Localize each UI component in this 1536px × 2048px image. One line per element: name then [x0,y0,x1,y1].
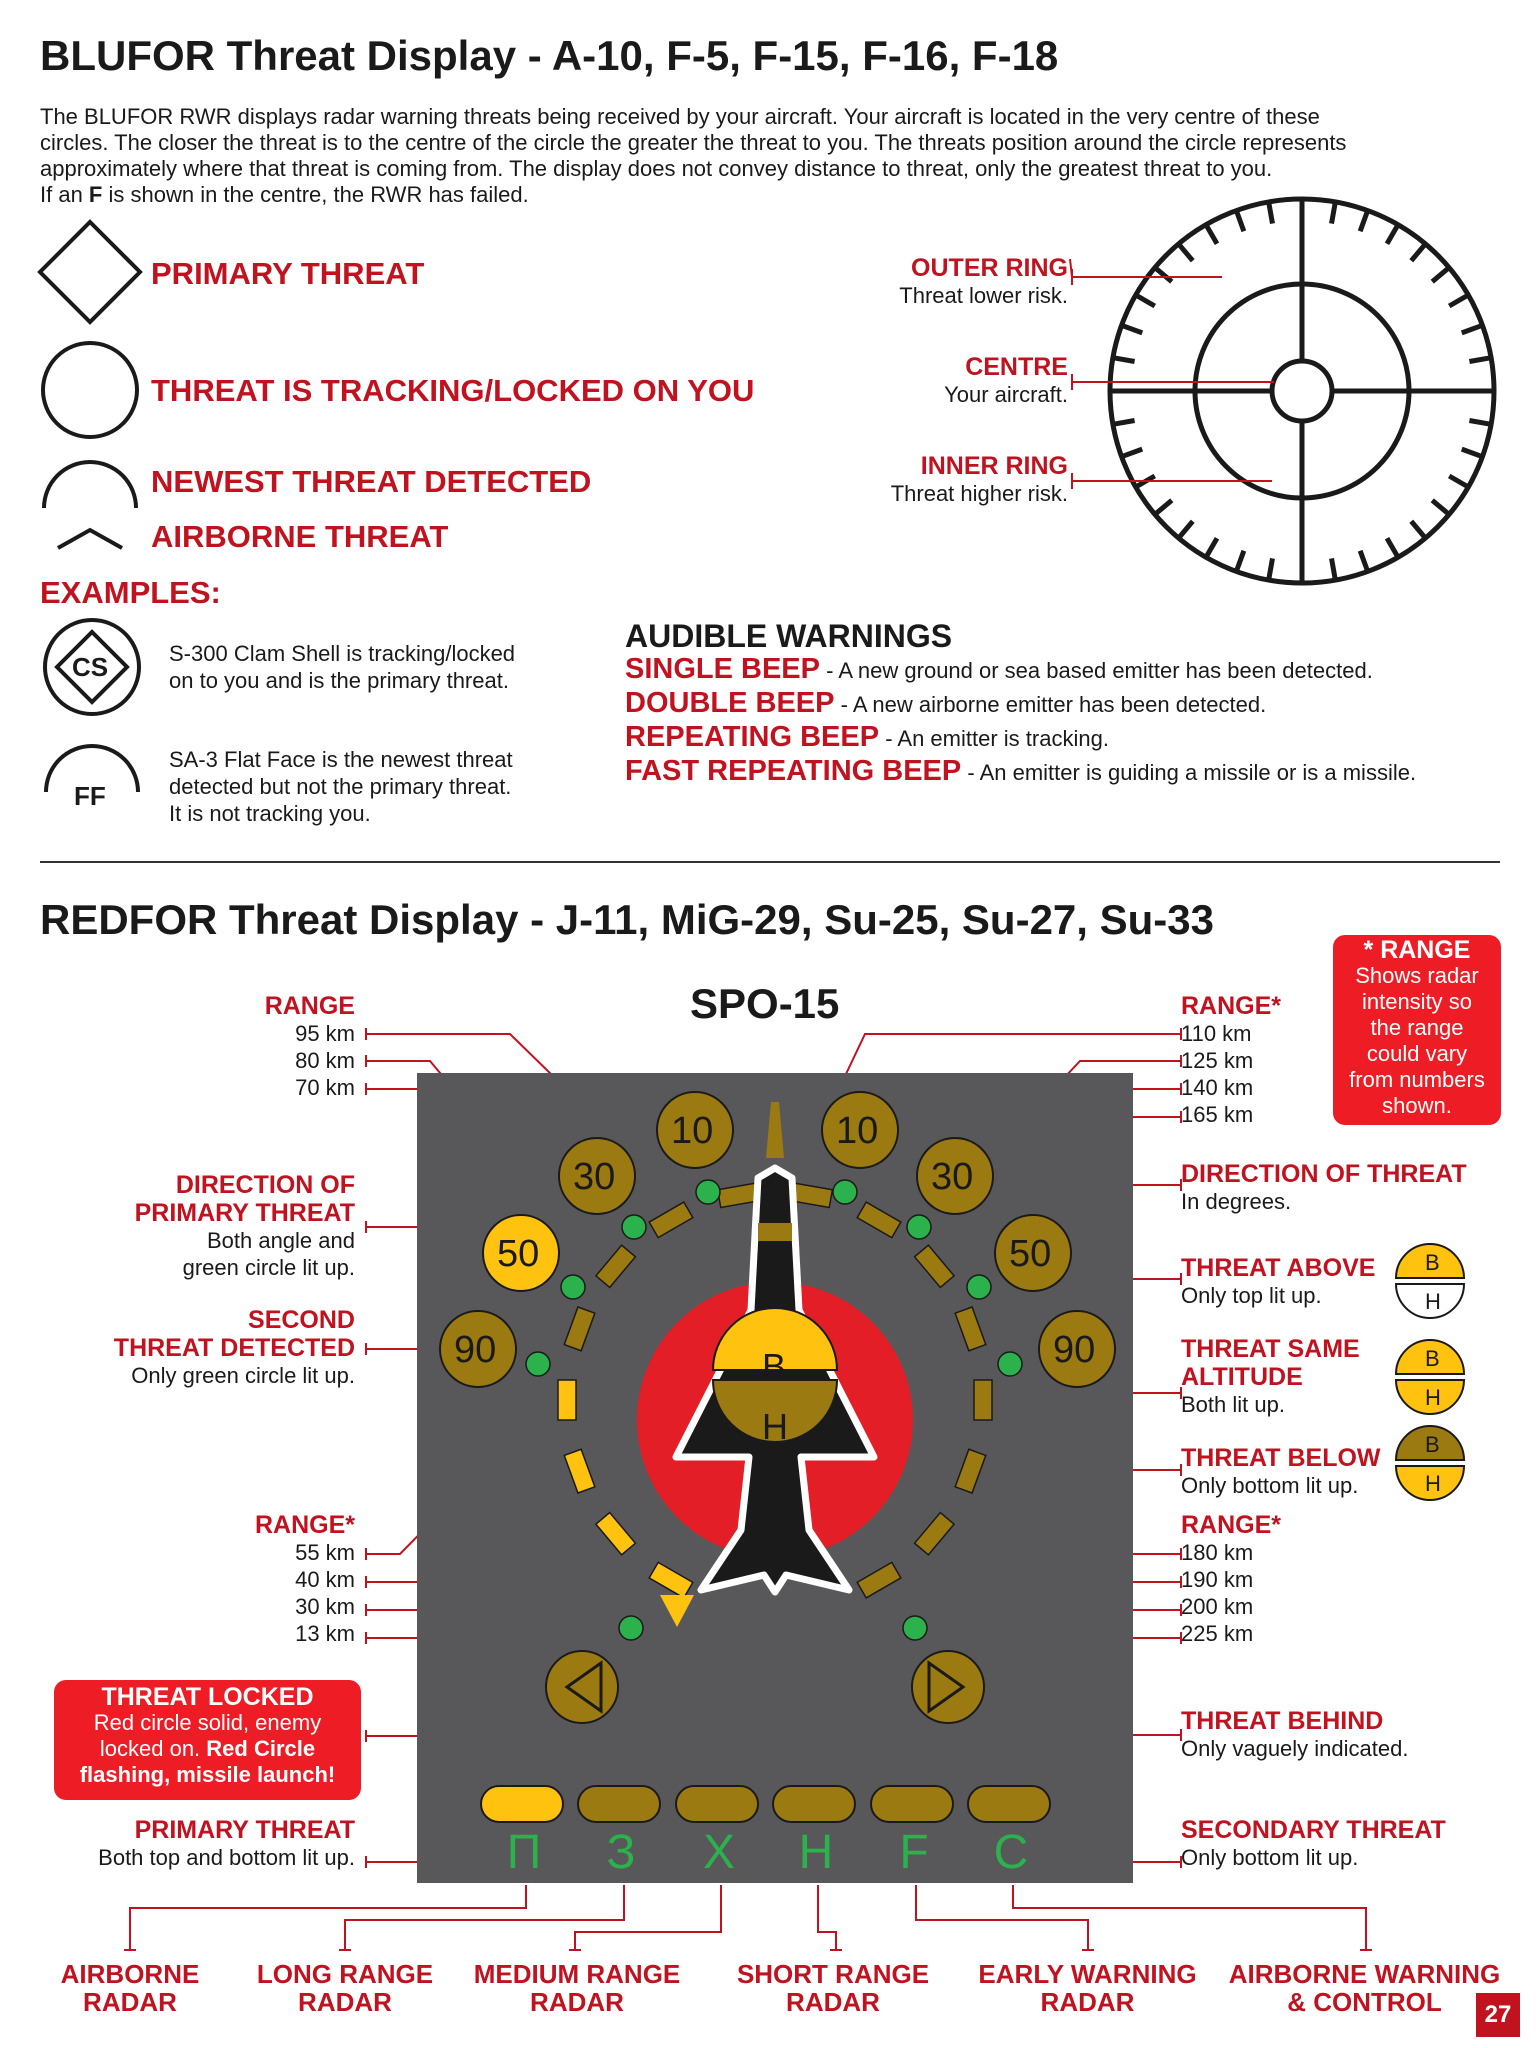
locked-line: flashing, missile launch! [79,1762,336,1787]
locked-line: Red circle solid, enemy [93,1710,322,1735]
threat-behind-label [1181,1707,1408,1762]
threat-same-label [1181,1335,1360,1418]
redfor-title: REDFOR Threat Display - J-11, MiG-29, Su-25, Su-27, Su-33 [40,896,1214,943]
range-value: 110 km [1181,1021,1252,1046]
radar-type-bar [968,1786,1050,1822]
range-value: 40 km [295,1567,355,1592]
range-left-bottom [200,1511,355,1647]
label-desc: green circle lit up. [182,1255,355,1280]
radar-type-bar [871,1786,953,1822]
label-desc: Both lit up. [1181,1392,1285,1417]
direction-dot-light [998,1352,1022,1376]
range-left-top [200,992,355,1101]
leader-line [1013,1885,1366,1950]
inner-ring-title: INNER RING [920,452,1068,480]
range-value: 225 km [1181,1621,1254,1646]
range-title: RANGE* [254,1511,355,1539]
label-title: DIRECTION OF THREAT [1181,1160,1467,1188]
radar-type-line: RADAR [786,1987,880,2017]
example-line: SA-3 Flat Face is the newest threat [169,747,513,772]
locked-bold: Red Circle [206,1736,316,1761]
legend-newest: NEWEST THREAT DETECTED [151,464,592,499]
range-note-title: * RANGE [1363,936,1471,964]
radar-type-letter: П [506,1826,542,1879]
intro-line: approximately where that threat is coming from. The display does not convey distance to threat, only the greatest threat to you. [40,156,1273,181]
direction-dot-light [561,1275,585,1299]
label-desc: In degrees. [1181,1189,1292,1214]
label-title: DIRECTION OF [175,1171,355,1199]
radar-type-letter: X [702,1826,735,1879]
radar-type-line: EARLY WARNING [978,1959,1197,1989]
radar-type-line: LONG RANGE [256,1959,434,1989]
example1-symbol: CS [72,652,109,682]
range-value: 70 km [295,1075,355,1100]
radar-type-label [40,1960,220,2016]
radar-type-label [240,1960,450,2016]
centre-title: CENTRE [965,353,1068,381]
leader-line [345,1885,624,1950]
centre-desc: Your aircraft. [944,382,1068,407]
angle-10-left-label: 10 [671,1110,714,1152]
label-title: SECONDARY THREAT [1181,1816,1446,1844]
range-value: 80 km [295,1048,355,1073]
direction-dot-light [967,1275,991,1299]
radar-type-letters [481,1825,1061,1881]
inner-ring-desc: Threat higher risk. [890,481,1068,506]
radar-type-label [718,1960,948,2016]
angle-30-right-label: 30 [931,1156,974,1198]
label-desc: Only vaguely indicated. [1181,1736,1409,1761]
label-desc: Only bottom lit up. [1181,1473,1359,1498]
secondary-threat-label [1181,1816,1446,1871]
range-right-top [1181,992,1281,1128]
range-value: 165 km [1181,1102,1254,1127]
angle-50-right-label: 50 [1009,1233,1052,1275]
label-title: SECOND [248,1306,355,1334]
dir-threat-label [1181,1160,1467,1215]
label-desc: Only top lit up. [1181,1283,1322,1308]
range-value: 95 km [295,1021,355,1046]
audible-key: DOUBLE BEEP [625,687,835,719]
direction-dot-light [622,1215,646,1239]
behind-left-light [546,1651,618,1723]
legend-primary: PRIMARY THREAT [151,256,425,291]
audible-title: AUDIBLE WARNINGS [625,618,953,654]
example-line: on to you and is the primary threat. [169,668,509,693]
label-title: ALTITUDE [1181,1363,1303,1391]
radar-type-line: RADAR [83,1987,177,2017]
threat-below-label [1181,1444,1381,1499]
angle-10-right-label: 10 [836,1110,879,1152]
radar-type-line: RADAR [1040,1987,1135,2017]
range-note-line: the range [1370,1015,1464,1040]
range-value: 13 km [295,1621,355,1646]
radar-type-line: SHORT RANGE [736,1959,930,1989]
audible-key: REPEATING BEEP [625,721,880,753]
blufor-title: BLUFOR Threat Display - A-10, F-5, F-15, F-16, F-18 [40,32,1059,79]
range-value: 200 km [1181,1594,1254,1619]
range-title: RANGE* [1181,992,1282,1020]
examples-title: EXAMPLES: [40,575,221,610]
threat-locked-box [54,1680,361,1800]
radar-type-line: MEDIUM RANGE [473,1959,681,1989]
radar-type-line: RADAR [298,1987,392,2017]
range-value: 55 km [295,1540,355,1565]
device-title: SPO-15 [690,980,840,1027]
label-desc: Only green circle lit up. [131,1363,355,1388]
direction-dot-light [526,1352,550,1376]
label-title: THREAT SAME [1181,1335,1360,1363]
second-threat-label [80,1306,355,1389]
page-number: 27 [1476,1993,1520,2037]
range-note-line: intensity so [1361,989,1473,1014]
label-title: PRIMARY THREAT [134,1199,355,1227]
above-letter: B [762,1346,787,1387]
primary-threat-label [40,1816,355,1871]
range-value: 190 km [1181,1567,1254,1592]
direction-dot-light [903,1616,927,1640]
label-desc: Both top and bottom lit up. [98,1845,355,1870]
label-title: PRIMARY THREAT [134,1816,355,1844]
radar-type-label [1222,1960,1507,2016]
range-note-line: could vary [1366,1041,1468,1066]
range-right-bottom [1181,1511,1281,1647]
radar-type-bar [578,1786,660,1822]
radar-type-bar [481,1786,563,1822]
example-line: S-300 Clam Shell is tracking/locked [169,641,516,666]
label-desc: Only bottom lit up. [1181,1845,1359,1870]
outer-ring-title: OUTER RING [911,254,1068,282]
angle-90-left-label: 90 [454,1329,497,1371]
radar-type-label [462,1960,692,2016]
range-title: RANGE* [1181,1511,1282,1539]
example-line: It is not tracking you. [169,801,371,826]
example-line: detected but not the primary threat. [169,774,512,799]
radar-type-bar [773,1786,855,1822]
intro-fail-pre: If an [40,182,89,207]
label-title: THREAT BEHIND [1181,1707,1384,1735]
bh-example-letter: H [1425,1385,1441,1410]
bh-example-letter: B [1425,1346,1440,1371]
range-arc-segment [558,1380,576,1420]
range-note-line: from numbers [1349,1067,1485,1092]
radar-type-letter: З [606,1826,636,1879]
direction-dot-light [833,1180,857,1204]
label-title: THREAT BELOW [1181,1444,1381,1472]
bh-example-letter: B [1425,1432,1440,1457]
direction-dot-light [619,1616,643,1640]
range-arc-segment [974,1380,992,1420]
direction-dot-light [907,1215,931,1239]
radar-type-line: AIRBORNE WARNING [1228,1959,1501,1989]
bh-example-letter: H [1425,1289,1441,1314]
audible-desc: - An emitter is tracking. [885,726,1109,751]
threat-above-label [1181,1254,1375,1309]
label-desc: Both angle and [206,1228,355,1253]
intro-fail-bold: F [88,182,103,207]
audible-key: SINGLE BEEP [625,653,820,685]
range-note-line: shown. [1382,1093,1452,1118]
range-value: 180 km [1181,1540,1254,1565]
legend-airborne: AIRBORNE THREAT [151,519,449,554]
outer-ring-desc: Threat lower risk. [899,283,1068,308]
radar-type-letter: С [993,1826,1029,1879]
leader-line [916,1885,1088,1950]
range-value: 30 km [295,1594,355,1619]
radar-type-bar [676,1786,758,1822]
audible-desc: - A new ground or sea based emitter has been detected. [826,658,1373,683]
leader-line [818,1885,836,1950]
label-title: THREAT ABOVE [1181,1254,1376,1282]
radar-type-line: & CONTROL [1287,1987,1442,2017]
radar-type-label [965,1960,1210,2016]
angle-30-left-label: 30 [573,1156,616,1198]
locked-line: locked on. [99,1736,201,1761]
behind-right-light [912,1651,984,1723]
label-title: THREAT DETECTED [113,1334,355,1362]
leader-line [575,1885,721,1950]
locked-title: THREAT LOCKED [101,1683,314,1711]
audible-desc: - A new airborne emitter has been detected. [840,692,1267,717]
below-letter: H [762,1406,788,1447]
intro-line: circles. The closer the threat is to the centre of the circle the greater the threat to you. The threats position around the circle represents [40,130,1347,155]
legend-tracking: THREAT IS TRACKING/LOCKED ON YOU [151,373,755,408]
leader-line [130,1885,526,1950]
range-value: 140 km [1181,1075,1254,1100]
direction-dot-light [696,1180,720,1204]
intro-fail-post: is shown in the centre, the RWR has failed. [102,182,529,207]
bh-example-letter: B [1425,1250,1440,1275]
radar-type-line: AIRBORNE [60,1959,200,1989]
radar-type-line: RADAR [530,1987,624,2017]
radar-type-letter: F [899,1826,929,1879]
radar-type-letter: Н [798,1826,834,1879]
range-note-line: Shows radar [1355,963,1479,988]
range-title: RANGE [264,992,355,1020]
dir-primary-label [80,1171,355,1281]
audible-desc: - An emitter is guiding a missile or is a missile. [967,760,1417,785]
bh-example-letter: H [1425,1471,1441,1496]
angle-90-right-label: 90 [1053,1329,1096,1371]
range-value: 125 km [1181,1048,1254,1073]
intro-line: The BLUFOR RWR displays radar warning threats being received by your aircraft. Your aircraft is located in the very centre of these [40,104,1320,129]
audible-key: FAST REPEATING BEEP [625,755,962,787]
example2-symbol: FF [74,781,106,811]
angle-50-left-label: 50 [497,1233,540,1275]
